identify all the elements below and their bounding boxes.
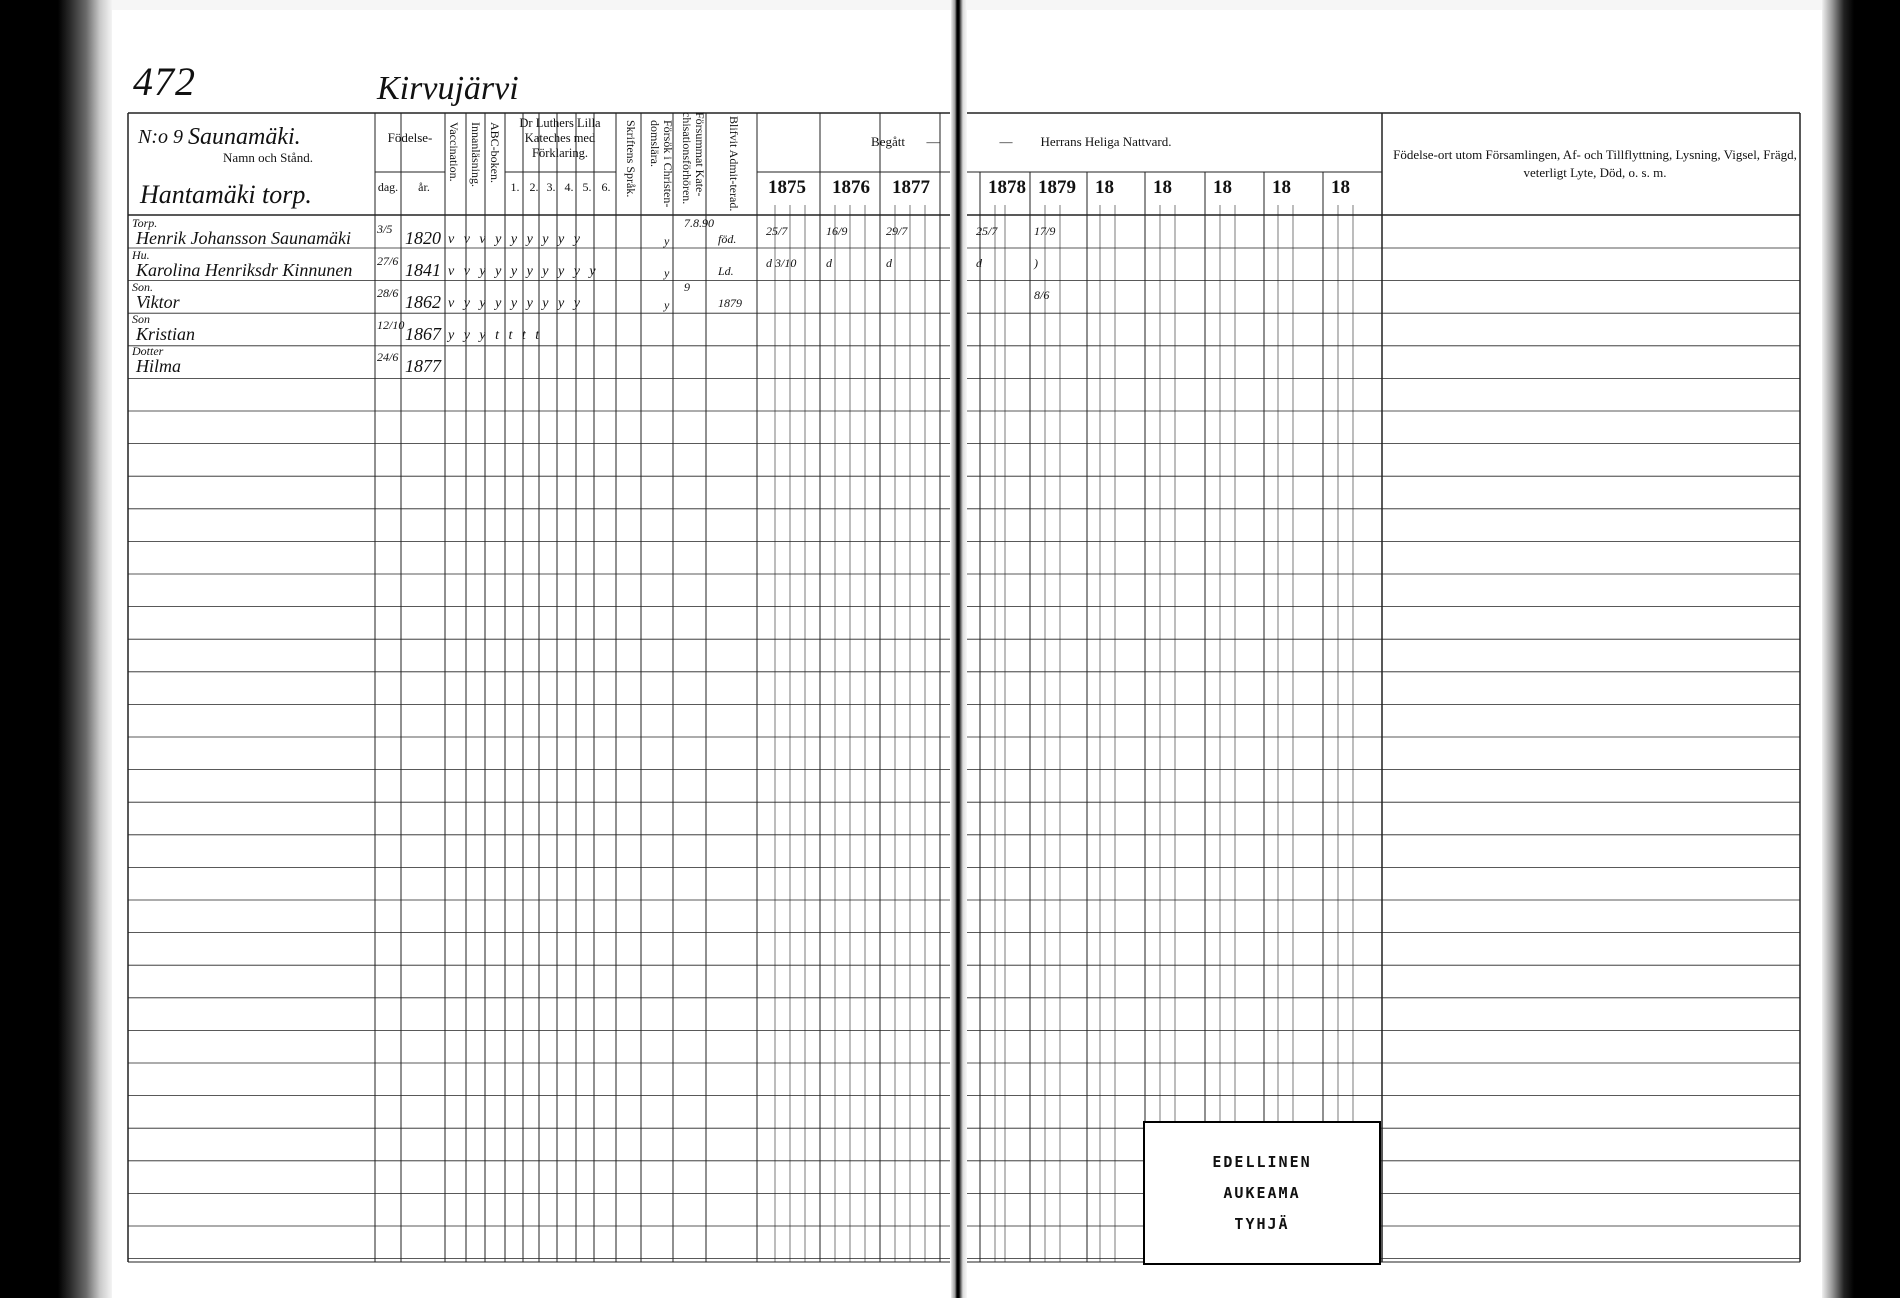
person-name: Hilma [136,356,181,376]
person-role: Torp. [132,216,158,230]
parish-name: Kirvujärvi [377,70,519,107]
catechism-header: Dr Luthers Lilla Kateches med Förklaring. [519,116,601,160]
page-number: 472 [133,59,196,104]
person-role: Son [132,312,150,326]
christendom-header: Försök i Christen-domslära. [648,120,675,208]
vaccination-header: Vaccination. [447,122,461,182]
catechism-number-4: 4. [564,180,574,194]
person-role: Dotter [132,344,164,358]
communion-dash: — [999,134,1013,149]
stamp-line-2: AUKEAMA [1223,1183,1301,1202]
communion-1876: 16/9 [826,224,848,238]
stamp-line-1: EDELLINEN [1212,1152,1312,1171]
exam-marks: v v y y y y y y y y [448,264,599,279]
communion-1878: 25/7 [976,224,998,238]
catechism-number-6: 6. [601,180,611,194]
negligence-note: 7.8.90 [684,216,714,230]
catechism-number-2: 2. [529,180,539,194]
birth-year: 1820 [405,228,441,248]
year-header: år. [418,180,430,194]
person-role: Son. [132,280,153,294]
admitted-header: Blifvit Admit-terad. [727,116,741,212]
admitted-mark: 1879 [718,296,742,310]
communion-year-header: 18 [1272,177,1291,198]
farm-name: Saunamäki. [188,124,301,150]
name-column-header: Namn och Stånd. [223,150,313,165]
book-gutter [951,0,967,1298]
admitted-mark: Ld. [718,264,734,278]
christendom-mark: y [664,266,670,280]
negligence-note: 9 [684,280,690,294]
empty-spread-stamp [1143,1121,1381,1265]
entry-number: N:o 9 [138,126,183,148]
birth-year: 1867 [405,324,441,344]
person-name: Kristian [136,324,196,344]
communion-1875: d 3/10 [766,256,797,270]
day-header: dag. [377,180,399,194]
scripture-header: Skriftens Språk. [624,120,638,198]
birth-header: Födelse- [387,130,433,145]
person-role: Hu. [132,248,150,262]
catechism-number-3: 3. [546,180,556,194]
communion-1878: d [976,256,982,270]
birth-year: 1841 [405,260,441,280]
birth-year: 1877 [405,356,441,376]
birth-day: 24/6 [377,350,399,364]
communion-year-header: 18 [1095,177,1114,198]
year-1875-header: 1875 [768,177,806,198]
remarks-header: Födelse-ort utom Församlingen, Af- och Tillflyttning, Lysning, Vigsel, Frägd, veterligt Lyte, Död, o. s. m. [1393,147,1797,180]
birth-day: 28/6 [377,286,399,300]
exam-marks: y y y t t t t [448,328,543,343]
communion-1877: 29/7 [886,224,908,238]
negligence-header: Försummat Kate-chisationsförhören. [680,112,707,205]
exam-marks: v y y y y y y y y [448,296,583,311]
birth-day: 3/5 [377,222,393,236]
communion-1875: 25/7 [766,224,788,238]
person-name: Viktor [136,292,180,312]
communion-year-header: 18 [1331,177,1350,198]
year-1877-header: 1877 [892,177,930,198]
birth-day: 12/10 [377,318,405,332]
communion-1877: d [886,256,892,270]
communion-1876: d [826,256,832,270]
person-name: Henrik Johansson Saunamäki [136,228,351,248]
exam-marks: v v v y y y y y y [448,232,583,247]
sub-place: Hantamäki torp. [140,180,312,209]
begatt-header: Begått [871,134,905,149]
communion-year-header: 1878 [988,177,1026,198]
catechism-number-1: 1. [510,180,520,194]
birth-day: 27/6 [377,254,399,268]
person-name: Karolina Henriksdr Kinnunen [136,260,353,280]
admitted-mark: föd. [718,232,737,246]
communion-1879: 17/9 [1034,224,1056,238]
abc-header: ABC-boken. [488,122,502,183]
christendom-mark: y [664,298,670,312]
catechism-number-5: 5. [582,180,592,194]
year-1876-header: 1876 [832,177,870,198]
stamp-line-3: TYHJÄ [1234,1214,1290,1233]
begatt-dash: — [926,134,940,149]
christendom-mark: y [664,234,670,248]
communion-header: Herrans Heliga Nattvard. [1040,134,1172,149]
communion-year-header: 1879 [1038,177,1076,198]
birth-year: 1862 [405,292,441,312]
communion-year-header: 18 [1213,177,1232,198]
reading-header: Innanläsning. [469,122,483,187]
communion-1879: ) [1034,256,1038,270]
communion-1879: 8/6 [1034,288,1050,302]
communion-year-header: 18 [1153,177,1172,198]
